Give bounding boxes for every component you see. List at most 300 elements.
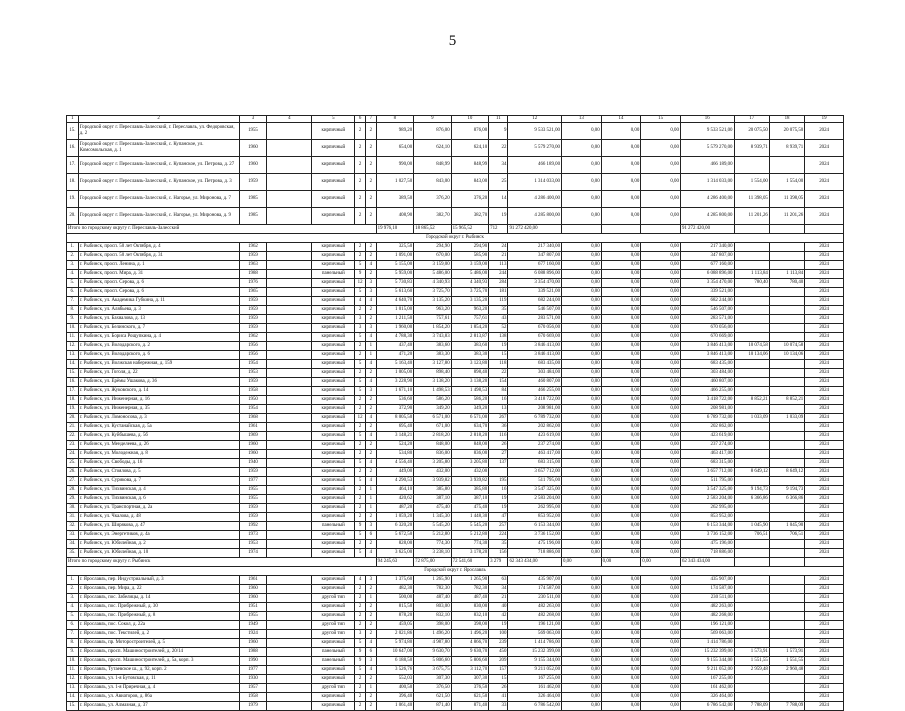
table-cell: 0,00 (562, 252, 602, 261)
table-cell: 174 587,00 (508, 585, 562, 594)
table-cell: 682 244,00 (680, 297, 734, 306)
table-cell: 0,00 (641, 504, 681, 513)
table-cell: кирпичный (312, 414, 355, 423)
table-row (67, 675, 844, 684)
table-cell: 3 547 325,00 (680, 486, 734, 495)
table-cell: 466 255,00 (508, 387, 562, 396)
table-cell: 11 398,05 (734, 191, 769, 208)
table-cell: 836,00 (451, 450, 489, 459)
table-cell: 18. (67, 396, 79, 405)
table-cell (267, 288, 312, 297)
table-cell: 12 (355, 279, 366, 288)
table-cell: 1 573,91 (769, 648, 804, 657)
table-cell: 536,60 (376, 396, 414, 405)
table-cell: 7 788,09 (769, 702, 804, 711)
table-cell: 695,40 (376, 423, 414, 432)
table-cell: 3 138,20 (451, 378, 489, 387)
table-cell: 26 (489, 441, 508, 450)
table-cell: г. Ярославль, ул. Алмазная, д. 37 (78, 702, 239, 711)
table-cell: панельный (312, 522, 355, 531)
table-cell: 154 (489, 378, 508, 387)
table-cell: 47 (489, 513, 508, 522)
table-cell: 2024 (805, 378, 844, 387)
table-cell: 3 159,00 (451, 261, 489, 270)
table-cell: 0,00 (601, 666, 641, 675)
table-cell: 161 462,00 (508, 684, 562, 693)
table-cell: 161 462,00 (680, 684, 734, 693)
table-cell: 31. (67, 513, 79, 522)
table-cell: 511 795,00 (508, 477, 562, 486)
table-cell: 1959 (239, 174, 267, 191)
table-cell: г. Ярославль, ул. 1-я Приречная, д. 4 (78, 684, 239, 693)
table-cell: 0,00 (641, 174, 681, 191)
table-cell: кирпичный (312, 208, 355, 225)
table-cell: 3 846 413,00 (508, 351, 562, 360)
table-cell: 6 366,86 (734, 495, 769, 504)
table-cell: 2024 (805, 621, 844, 630)
table-cell: 3 657 712,00 (508, 468, 562, 477)
table-cell: 2 (365, 123, 376, 140)
table-cell: 832,10 (414, 612, 452, 621)
subtotal-row (67, 225, 844, 234)
table-cell: 40 (489, 603, 508, 612)
table-cell: 1 033,09 (734, 414, 769, 423)
table-cell: 1962 (239, 243, 267, 252)
table-cell: 326 464,00 (680, 693, 734, 702)
table-cell: 0,00 (641, 432, 681, 441)
table-cell: 2 (355, 174, 366, 191)
table-cell: 706,51 (734, 531, 769, 540)
table-row (67, 549, 844, 558)
table-cell (769, 630, 804, 639)
table-cell: 5 212,80 (451, 531, 489, 540)
table-cell: 339 521,00 (680, 288, 734, 297)
table-row (67, 630, 844, 639)
table-cell: 137 (489, 459, 508, 468)
table-cell: 2 (355, 684, 366, 693)
table-cell: 6 789 732,00 (680, 414, 734, 423)
table-cell: г. Рыбинск, ул. Менделеева, д. 26 (78, 441, 239, 450)
table-cell: 21 (489, 252, 508, 261)
table-cell: г. Рыбинск, ул. Куйбышева, д. 5б (78, 432, 239, 441)
table-cell (769, 405, 804, 414)
table-cell: 782,30 (451, 585, 489, 594)
table-cell: 0,00 (562, 414, 602, 423)
table-cell: 1924 (239, 630, 267, 639)
table-cell: 283 571,00 (508, 315, 562, 324)
table-cell: 0,00 (562, 630, 602, 639)
table-cell: 2024 (805, 252, 844, 261)
table-cell (769, 603, 804, 612)
table-cell: 32. (67, 522, 79, 531)
table-cell (734, 576, 769, 585)
table-cell (734, 333, 769, 342)
table-cell: г. Рыбинск, ул. Волжская набережная, д. 159 (78, 360, 239, 369)
table-cell: 1 091,00 (376, 252, 414, 261)
table-cell: 5. (67, 279, 79, 288)
table-cell (267, 351, 312, 360)
table-cell: 4 (365, 333, 376, 342)
table-cell: 0,00 (562, 603, 602, 612)
table-cell (267, 333, 312, 342)
table-cell: 0,00 (641, 450, 681, 459)
table-cell: 1 033,09 (769, 414, 804, 423)
table-cell: другой тип (312, 594, 355, 603)
table-cell: 382,70 (414, 208, 452, 225)
subtotal-cell (641, 225, 681, 234)
table-cell: 2 (355, 405, 366, 414)
table-row (67, 261, 844, 270)
table-cell: г. Рыбинск, ул. Транспортная, д. 2а (78, 504, 239, 513)
table-cell: кирпичный (312, 279, 355, 288)
table-cell: 11. (67, 333, 79, 342)
table-cell: 1963 (239, 261, 267, 270)
table-cell: 871,40 (451, 702, 489, 711)
table-cell: 2 (355, 468, 366, 477)
table-cell: 0,00 (601, 324, 641, 333)
table-cell (769, 504, 804, 513)
table-cell: 4 (365, 297, 376, 306)
table-cell: 5 163,40 (376, 360, 414, 369)
subtotal-cell: 19 976,10 (376, 225, 414, 234)
table-cell: г. Ярославль, пос. Прибрежный, д. 30 (78, 603, 239, 612)
table-cell (267, 140, 312, 157)
table-cell: 2024 (805, 261, 844, 270)
table-cell: 294,90 (414, 243, 452, 252)
table-cell: 1. (67, 243, 79, 252)
table-cell: 36 (489, 423, 508, 432)
table-cell: 0,00 (641, 387, 681, 396)
table-cell (734, 243, 769, 252)
table-cell: кирпичный (312, 387, 355, 396)
table-cell: 0,00 (641, 522, 681, 531)
table-cell: 1 113,84 (734, 270, 769, 279)
table-cell: 1 345,30 (414, 513, 452, 522)
table-cell: 3 (355, 315, 366, 324)
table-cell: 1974 (239, 549, 267, 558)
table-cell (769, 315, 804, 324)
table-cell: 382,70 (451, 208, 489, 225)
table-cell: 0,00 (641, 612, 681, 621)
table-cell (267, 405, 312, 414)
table-cell: 2024 (805, 387, 844, 396)
table-cell (734, 594, 769, 603)
table-cell: 0,00 (601, 684, 641, 693)
table-cell: 2 (355, 441, 366, 450)
table-cell: г. Рыбинск, ул. Тихвинская, д. 4 (78, 486, 239, 495)
table-cell: 2 (355, 157, 366, 174)
table-cell: 9 (355, 270, 366, 279)
table-cell: 1976 (239, 279, 267, 288)
table-cell: 1959 (239, 306, 267, 315)
table-cell: 1 414 786,00 (508, 639, 562, 648)
table-cell: 0,00 (601, 378, 641, 387)
table-cell: 0,00 (601, 432, 641, 441)
table-cell: 4. (67, 603, 79, 612)
table-cell: 41 (489, 693, 508, 702)
table-cell: г. Рыбинск, ул. Жуковского, д. 14 (78, 387, 239, 396)
table-cell: 1977 (239, 477, 267, 486)
table-cell: 8. (67, 306, 79, 315)
table-cell: 475,40 (451, 504, 489, 513)
table-cell: 0,00 (601, 540, 641, 549)
table-cell: 0,00 (601, 549, 641, 558)
table-cell: 34 (489, 157, 508, 174)
table-cell (267, 621, 312, 630)
table-cell: г. Ярославль, ул. Авиаторов, д. 86а (78, 693, 239, 702)
table-cell: 5 (355, 666, 366, 675)
table-cell (769, 324, 804, 333)
table-cell: 0,00 (641, 191, 681, 208)
table-cell: 0,00 (562, 585, 602, 594)
table-cell: 989,20 (376, 123, 414, 140)
table-cell: 0,00 (641, 693, 681, 702)
subtotal-cell: 72 541,60 (451, 558, 489, 567)
table-cell: 14. (67, 693, 79, 702)
table-cell (734, 261, 769, 270)
table-cell: 3 (365, 324, 376, 333)
table-cell: 113 (489, 261, 508, 270)
table-cell: 2024 (805, 549, 844, 558)
table-cell: 244 (489, 270, 508, 279)
table-cell (267, 648, 312, 657)
table-cell: 6 571,00 (414, 414, 452, 423)
table-cell: 230 511,00 (508, 594, 562, 603)
table-cell: 848,00 (451, 441, 489, 450)
table-cell: 9 155 344,00 (508, 657, 562, 666)
table-cell (769, 549, 804, 558)
table-cell: г. Рыбинск, просп. 50 лет Октября, д. 4 (78, 243, 239, 252)
subtotal-cell: 18 865,52 (414, 225, 452, 234)
table-cell: 0,00 (641, 157, 681, 174)
table-cell: 2 818,20 (451, 432, 489, 441)
table-cell: 0,00 (562, 333, 602, 342)
table-cell: 586,20 (451, 396, 489, 405)
table-cell: 5 212,80 (414, 531, 452, 540)
table-row (67, 288, 844, 297)
table-cell (267, 306, 312, 315)
table-cell: 0,00 (562, 279, 602, 288)
table-cell: 0,00 (641, 288, 681, 297)
table-cell: 0,00 (562, 191, 602, 208)
table-cell: 1 496,20 (414, 630, 452, 639)
table-cell: 1 113,84 (769, 270, 804, 279)
table-cell: 10 074,58 (734, 342, 769, 351)
table-cell: 3 736 152,00 (508, 531, 562, 540)
table-cell: 2024 (805, 594, 844, 603)
table-cell: 2024 (805, 279, 844, 288)
table-cell: Городской округ г. Переславль-Залесский, с. Купанское, ул. Комсомольская, д. 1 (78, 140, 239, 157)
table-cell: 2024 (805, 333, 844, 342)
table-cell: 396,40 (376, 693, 414, 702)
table-cell: 6 320,20 (376, 522, 414, 531)
table-cell: кирпичный (312, 297, 355, 306)
table-cell: 1 854,20 (451, 324, 489, 333)
table-cell (267, 468, 312, 477)
table-cell: 803,00 (414, 603, 452, 612)
table-cell (734, 684, 769, 693)
table-cell (267, 657, 312, 666)
subtotal-row (67, 558, 844, 567)
table-cell: 1 498,53 (414, 387, 452, 396)
table-cell: 1 (365, 684, 376, 693)
table-cell: 4 (355, 576, 366, 585)
table-cell: кирпичный (312, 360, 355, 369)
table-cell: 2 (365, 191, 376, 208)
table-cell: 6. (67, 621, 79, 630)
table-cell: 2 (365, 208, 376, 225)
table-cell: кирпичный (312, 261, 355, 270)
table-cell (769, 288, 804, 297)
table-cell: г. Рыбинск, ул. Инженерная, д. 35 (78, 405, 239, 414)
table-cell: 0,00 (562, 441, 602, 450)
table-cell: 0,00 (601, 612, 641, 621)
table-cell: 3 (365, 387, 376, 396)
table-cell: 376,50 (414, 684, 452, 693)
table-row (67, 306, 844, 315)
table-cell: 4 (355, 297, 366, 306)
table-cell: 0,00 (641, 297, 681, 306)
table-cell (769, 306, 804, 315)
table-cell: 449,00 (376, 468, 414, 477)
table-cell: 0,00 (601, 414, 641, 423)
table-cell: 1960 (239, 157, 267, 174)
table-cell: 460 807,00 (508, 378, 562, 387)
table-cell: 3 (365, 522, 376, 531)
table-cell: 10 134,06 (769, 351, 804, 360)
table-cell: 0,00 (562, 576, 602, 585)
table-cell: 683 435,00 (680, 360, 734, 369)
table-cell: 898,40 (414, 369, 452, 378)
table-cell: 6 366,86 (769, 495, 804, 504)
table-cell: 8. (67, 639, 79, 648)
table-cell: 15 (489, 351, 508, 360)
table-cell: 3 675,75 (414, 666, 452, 675)
table-cell: 848,00 (414, 441, 452, 450)
table-cell: 2 (365, 369, 376, 378)
table-cell: 2 (355, 396, 366, 405)
table-cell: 9 194,73 (769, 486, 804, 495)
table-cell (734, 477, 769, 486)
table-cell: кирпичный (312, 513, 355, 522)
table-cell: 1930 (239, 675, 267, 684)
table-cell: 0,00 (641, 657, 681, 666)
table-cell: 4 340,93 (414, 279, 452, 288)
table-cell (267, 324, 312, 333)
table-cell: 52 (489, 324, 508, 333)
subtotal-label: Итого по городскому округу г. Рыбинск (67, 558, 377, 567)
table-cell: 5. (67, 612, 79, 621)
table-cell: 0,00 (641, 378, 681, 387)
table-cell: кирпичный (312, 486, 355, 495)
table-row (67, 387, 844, 396)
table-cell: 217 340,00 (508, 243, 562, 252)
table-cell: г. Рыбинск, ул. Ерёмы Ушакова, д. 36 (78, 378, 239, 387)
table-cell: 2024 (805, 123, 844, 140)
table-cell: 5 (355, 531, 366, 540)
table-cell: 3 228,90 (376, 378, 414, 387)
table-cell: 383,30 (451, 351, 489, 360)
table-cell: 1 (365, 342, 376, 351)
table-cell: 5 730,83 (376, 279, 414, 288)
table-cell (267, 702, 312, 711)
table-cell: 0,00 (641, 414, 681, 423)
subtotal-cell: 0,00 (562, 558, 602, 567)
table-cell: 1 015,00 (376, 306, 414, 315)
table-cell: 1958 (239, 693, 267, 702)
table-cell: 0,00 (641, 261, 681, 270)
subtotal-cell: 62 343 434,00 (508, 558, 562, 567)
table-cell: 3 418 722,00 (680, 396, 734, 405)
table-cell: 1988 (239, 648, 267, 657)
table-cell: 0,00 (601, 630, 641, 639)
table-cell: г. Рыбинск, ул. Алябьева, д. 3 (78, 306, 239, 315)
table-cell (769, 675, 804, 684)
table-cell: 4 (365, 432, 376, 441)
table-cell: 4 556,40 (376, 459, 414, 468)
subtotal-cell: 15 965,52 (451, 225, 489, 234)
table-cell: 0,00 (562, 423, 602, 432)
table-cell: 35. (67, 549, 79, 558)
table-cell: 5 672,50 (376, 531, 414, 540)
table-cell: 2 813,87 (451, 333, 489, 342)
table-cell (769, 387, 804, 396)
table-cell: 2024 (805, 174, 844, 191)
table-cell: 3 112,70 (451, 666, 489, 675)
table-row (67, 414, 844, 423)
table-cell: 0,00 (562, 702, 602, 711)
table-cell: 463 417,00 (508, 450, 562, 459)
table-cell (267, 123, 312, 140)
table-cell: 2 (365, 174, 376, 191)
table-cell: 372,90 (376, 405, 414, 414)
subtotal-cell: 0,00 (641, 558, 681, 567)
table-cell: 20 075,50 (769, 123, 804, 140)
table-row (67, 315, 844, 324)
table-cell: 2 (355, 140, 366, 157)
table-cell: 19 (489, 208, 508, 225)
table-cell: 2024 (805, 324, 844, 333)
table-cell (734, 513, 769, 522)
table-cell (769, 513, 804, 522)
table-row (67, 396, 844, 405)
table-cell: 0,00 (601, 351, 641, 360)
table-cell (734, 387, 769, 396)
table-cell: г. Рыбинск, ул. Ломоносова, д. 3 (78, 414, 239, 423)
table-cell: 17. (67, 387, 79, 396)
table-cell (267, 297, 312, 306)
table-cell: кирпичный (312, 174, 355, 191)
section-title-row (67, 234, 844, 243)
table-cell: 19 (489, 504, 508, 513)
table-cell: 670 669,00 (680, 333, 734, 342)
table-cell: 0,00 (641, 140, 681, 157)
table-cell: г. Рыбинск, ул. Чкалова, д. 48 (78, 513, 239, 522)
table-cell: 780,40 (734, 279, 769, 288)
table-cell: кирпичный (312, 333, 355, 342)
table-cell: 832,10 (451, 612, 489, 621)
table-cell: 2024 (805, 441, 844, 450)
table-cell: 0,00 (641, 360, 681, 369)
table-cell: 482 268,00 (508, 612, 562, 621)
table-cell (769, 594, 804, 603)
table-cell: 0,00 (601, 140, 641, 157)
table-cell: 28. (67, 486, 79, 495)
table-row (67, 324, 844, 333)
table-cell: 2 (365, 243, 376, 252)
table-cell: 782,30 (414, 585, 452, 594)
table-cell (769, 369, 804, 378)
